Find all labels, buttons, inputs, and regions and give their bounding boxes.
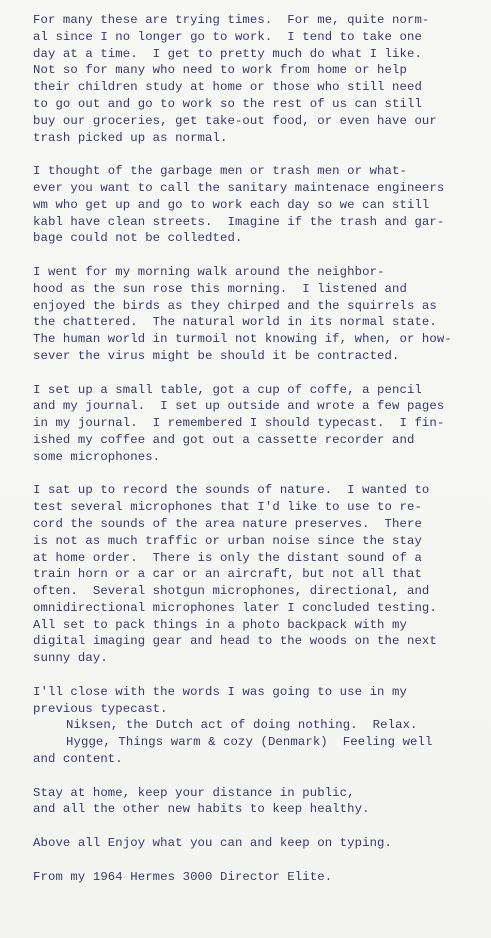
text-line: buy our groceries, get take-out food, or even have our bbox=[33, 113, 437, 128]
text-line: omnidirectional microphones later I concluded testing. bbox=[33, 600, 437, 615]
text-line: trash picked up as normal. bbox=[33, 130, 228, 145]
text-line: ished my coffee and got out a cassette recorder and bbox=[33, 432, 415, 447]
paragraph-record-sounds bbox=[33, 482, 491, 667]
text-line: and content. bbox=[33, 752, 123, 767]
text-line: I'll close with the words I was going to use in my bbox=[33, 684, 407, 699]
paragraph-closing-words bbox=[33, 684, 491, 768]
text-line: For many these are trying times. For me, quite norm- bbox=[33, 13, 430, 27]
text-line: previous typecast. bbox=[33, 701, 168, 716]
text-line: test several microphones that I'd like to use to re- bbox=[33, 500, 422, 515]
text-line: at home order. There is only the distant sound of a bbox=[33, 550, 422, 565]
text-line: digital imaging gear and head to the woods on the next bbox=[33, 634, 437, 649]
text-line: From my 1964 Hermes 3000 Director Elite. bbox=[33, 869, 333, 884]
text-line: bage could not be colledted. bbox=[33, 231, 243, 246]
text-line: wm who get up and go to work each day so we can still bbox=[33, 197, 430, 212]
paragraph-morning-walk bbox=[33, 264, 491, 365]
text-line: ever you want to call the sanitary maintenace engineers bbox=[33, 180, 445, 195]
text-line: sever the virus might be should it be contracted. bbox=[33, 348, 400, 363]
text-line: the chattered. The natural world in its normal state. bbox=[33, 315, 437, 330]
text-line: All set to pack things in a photo backpack with my bbox=[33, 617, 407, 632]
text-line: kabl have clean streets. Imagine if the trash and gar- bbox=[33, 214, 445, 229]
paragraph-trash-men bbox=[33, 163, 491, 247]
text-line: often. Several shotgun microphones, directional, and bbox=[33, 584, 430, 599]
text-line: to go out and go to work so the rest of us can still bbox=[33, 96, 422, 111]
text-line: Not so for many who need to work from home or help bbox=[33, 63, 407, 78]
text-line: enjoyed the birds as they chirped and the squirrels as bbox=[33, 298, 437, 313]
text-line: cord the sounds of the area nature preserves. There bbox=[33, 516, 422, 531]
paragraph-enjoy bbox=[33, 835, 491, 852]
text-line: al since I no longer go to work. I tend to take one bbox=[33, 29, 422, 44]
paragraph-trying-times bbox=[33, 12, 491, 146]
text-line-indented: Hygge, Things warm & cozy (Denmark) Feeling well bbox=[66, 735, 433, 750]
text-line: I thought of the garbage men or trash men or what- bbox=[33, 164, 407, 179]
text-line: and all the other new habits to keep healthy. bbox=[33, 802, 370, 817]
text-line: hood as the sun rose this morning. I listened and bbox=[33, 281, 407, 296]
paragraph-small-table bbox=[33, 382, 491, 466]
text-line: some microphones. bbox=[33, 449, 161, 464]
text-line: their children study at home or those who still need bbox=[33, 80, 422, 95]
text-line: Stay at home, keep your distance in public, bbox=[33, 785, 355, 800]
text-line: and my journal. I set up outside and wrote a few pages bbox=[33, 399, 445, 414]
text-line: day at a time. I get to pretty much do what I like. bbox=[33, 46, 422, 61]
paragraph-signature bbox=[33, 869, 491, 886]
text-line-indented: Niksen, the Dutch act of doing nothing. Relax. bbox=[66, 718, 418, 733]
paragraph-stay-home bbox=[33, 785, 491, 819]
text-line: Above all Enjoy what you can and keep on typing. bbox=[33, 836, 393, 851]
text-line: I set up a small table, got a cup of coffe, a pencil bbox=[33, 382, 422, 397]
text-line: train horn or a car or an aircraft, but not all that bbox=[33, 567, 422, 582]
text-line: The human world in turmoil not knowing if, when, or how- bbox=[33, 332, 452, 347]
text-line: is not as much traffic or urban noise since the stay bbox=[33, 533, 422, 548]
text-line: sunny day. bbox=[33, 651, 108, 666]
text-line: I sat up to record the sounds of nature. I wanted to bbox=[33, 483, 430, 498]
text-line: in my journal. I remembered I should typecast. I fin- bbox=[33, 416, 445, 431]
text-line: I went for my morning walk around the neighbor- bbox=[33, 264, 385, 279]
